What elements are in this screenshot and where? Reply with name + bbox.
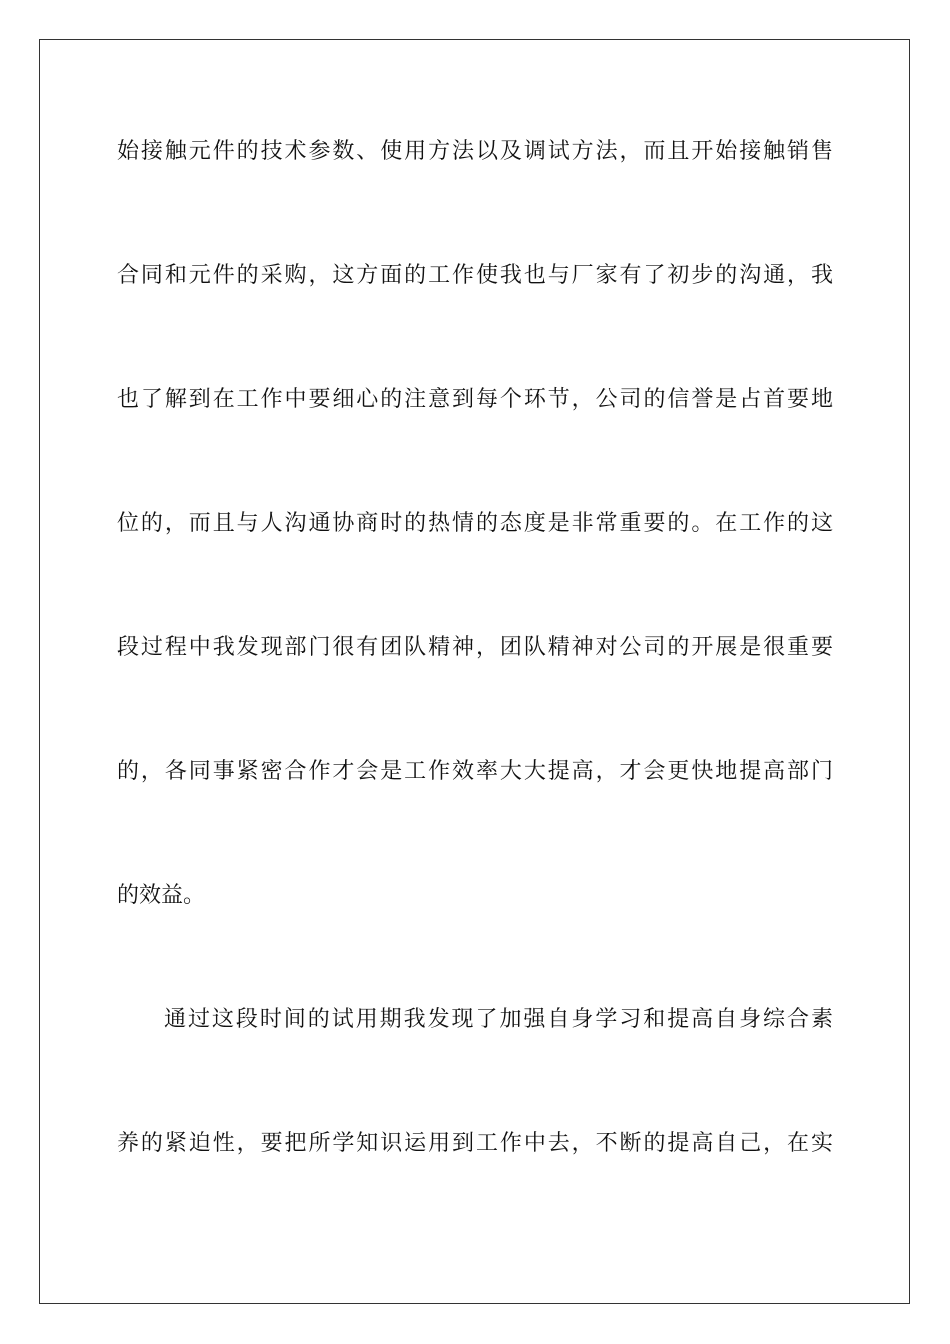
paragraph-line-end: 的效益。 — [117, 883, 206, 908]
paragraph-line-indented: 通过这段时间的试用期我发现了加强自身学习和提高自身综合素 — [164, 1007, 833, 1032]
page-frame — [39, 39, 910, 1304]
paragraph-line: 始接触元件的技术参数、使用方法以及调试方法，而且开始接触销售 — [117, 139, 833, 164]
paragraph-line: 合同和元件的采购，这方面的工作使我也与厂家有了初步的沟通，我 — [117, 263, 833, 288]
paragraph-line: 也了解到在工作中要细心的注意到每个环节，公司的信誉是占首要地 — [117, 387, 833, 412]
paragraph-line: 养的紧迫性，要把所学知识运用到工作中去，不断的提高自己，在实 — [117, 1131, 833, 1156]
paragraph-line: 位的，而且与人沟通协商时的热情的态度是非常重要的。在工作的这 — [117, 511, 833, 536]
paragraph-line: 段过程中我发现部门很有团队精神，团队精神对公司的开展是很重要 — [117, 635, 833, 660]
paragraph-line: 的，各同事紧密合作才会是工作效率大大提高，才会更快地提高部门 — [117, 759, 833, 784]
